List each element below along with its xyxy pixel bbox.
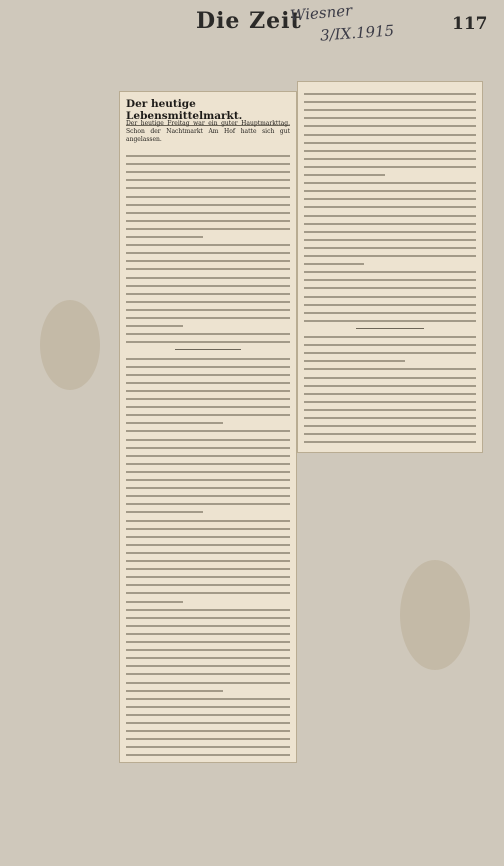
text-line — [126, 714, 290, 716]
page-number: 117 — [452, 14, 488, 34]
text-line — [126, 228, 290, 230]
text-line — [126, 495, 290, 497]
article-lead: Der heutige Freitag war ein guter Hauptmarkttag. Schon der Nachtmarkt Am Hof hatte sich gut angelassen. — [126, 120, 290, 144]
text-line — [304, 320, 476, 322]
text-line — [304, 377, 476, 379]
text-line — [126, 609, 290, 611]
handwritten-note: Wiesner — [289, 1, 353, 25]
text-line — [126, 511, 203, 513]
text-line — [126, 487, 290, 489]
text-line — [304, 312, 476, 314]
text-line — [304, 271, 476, 273]
text-line — [304, 352, 476, 354]
text-line — [304, 296, 476, 298]
text-line — [126, 552, 290, 554]
newspaper-title: Die Zeit — [196, 8, 302, 34]
text-line — [304, 368, 476, 370]
text-line — [126, 633, 290, 635]
text-line — [304, 93, 476, 95]
text-line — [126, 293, 290, 295]
text-line — [126, 406, 290, 408]
text-line — [304, 425, 476, 427]
text-line — [126, 528, 290, 530]
text-line — [126, 163, 290, 165]
text-line — [126, 301, 290, 303]
text-line — [126, 673, 290, 675]
text-line — [126, 285, 290, 287]
text-line — [126, 196, 290, 198]
text-line — [304, 360, 405, 362]
text-line — [126, 333, 290, 335]
text-line — [126, 738, 290, 740]
text-line — [126, 171, 290, 173]
text-line — [126, 179, 290, 181]
text-line — [126, 422, 223, 424]
text-line — [126, 706, 290, 708]
text-line — [126, 463, 290, 465]
text-line — [304, 304, 476, 306]
text-line — [126, 560, 290, 562]
text-line — [126, 657, 290, 659]
text-line — [304, 239, 476, 241]
text-line — [304, 385, 476, 387]
text-line — [304, 198, 476, 200]
text-line — [126, 649, 290, 651]
text-line — [304, 255, 476, 257]
text-line — [126, 204, 290, 206]
article-headline: Der heutige Lebensmittelmarkt. — [126, 98, 290, 126]
text-line — [304, 182, 476, 184]
text-line — [126, 641, 290, 643]
text-line — [304, 174, 385, 176]
text-line — [304, 401, 476, 403]
text-line — [126, 317, 290, 319]
text-line — [126, 601, 183, 603]
clipping-left-column — [120, 92, 296, 762]
text-line — [126, 236, 203, 238]
text-line — [126, 439, 290, 441]
text-line — [126, 414, 290, 416]
text-line — [304, 344, 476, 346]
text-line — [126, 430, 290, 432]
text-line — [126, 260, 290, 262]
text-line — [126, 155, 290, 157]
text-line — [126, 665, 290, 667]
text-line — [126, 576, 290, 578]
text-line — [126, 479, 290, 481]
text-line — [126, 520, 290, 522]
text-line — [126, 398, 290, 400]
text-line — [304, 206, 476, 208]
text-line — [126, 212, 290, 214]
text-line — [126, 341, 290, 343]
text-line — [304, 263, 364, 265]
text-line — [304, 336, 476, 338]
text-line — [126, 382, 290, 384]
text-line — [126, 244, 290, 246]
text-line — [126, 366, 290, 368]
text-line — [126, 471, 290, 473]
text-line — [304, 166, 476, 168]
text-line — [126, 268, 290, 270]
clipping-right-column — [298, 82, 482, 452]
text-line — [304, 190, 476, 192]
text-line — [126, 617, 290, 619]
text-line — [304, 134, 476, 136]
text-line — [126, 309, 290, 311]
text-line — [126, 754, 290, 756]
text-line — [304, 117, 476, 119]
text-line — [304, 417, 476, 419]
text-line — [304, 247, 476, 249]
text-line — [126, 592, 290, 594]
text-line — [126, 544, 290, 546]
text-line — [126, 220, 290, 222]
text-line — [304, 150, 476, 152]
text-line — [126, 390, 290, 392]
text-line — [304, 215, 476, 217]
text-line — [304, 142, 476, 144]
text-line — [126, 358, 290, 360]
text-line — [304, 279, 476, 281]
text-line — [126, 447, 290, 449]
text-line — [126, 503, 290, 505]
text-line — [126, 730, 290, 732]
text-line — [126, 722, 290, 724]
paper-stain — [40, 300, 100, 390]
text-line — [304, 231, 476, 233]
text-line — [126, 325, 183, 327]
section-separator — [356, 328, 425, 329]
text-line — [304, 393, 476, 395]
text-line — [126, 536, 290, 538]
text-line — [304, 101, 476, 103]
text-line — [304, 287, 476, 289]
text-line — [126, 682, 290, 684]
text-line — [126, 277, 290, 279]
text-line — [304, 125, 476, 127]
text-line — [126, 625, 290, 627]
text-line — [304, 433, 476, 435]
text-line — [126, 690, 223, 692]
text-line — [126, 374, 290, 376]
text-line — [126, 455, 290, 457]
section-separator — [175, 349, 241, 350]
text-line — [304, 158, 476, 160]
text-line — [126, 698, 290, 700]
text-line — [304, 109, 476, 111]
text-line — [304, 409, 476, 411]
text-line — [304, 223, 476, 225]
handwritten-date: 3/IX.1915 — [319, 21, 395, 45]
paper-stain — [400, 560, 470, 670]
text-line — [126, 746, 290, 748]
text-line — [126, 252, 290, 254]
text-line — [126, 584, 290, 586]
text-line — [126, 568, 290, 570]
text-line — [126, 187, 290, 189]
text-line — [304, 441, 476, 443]
